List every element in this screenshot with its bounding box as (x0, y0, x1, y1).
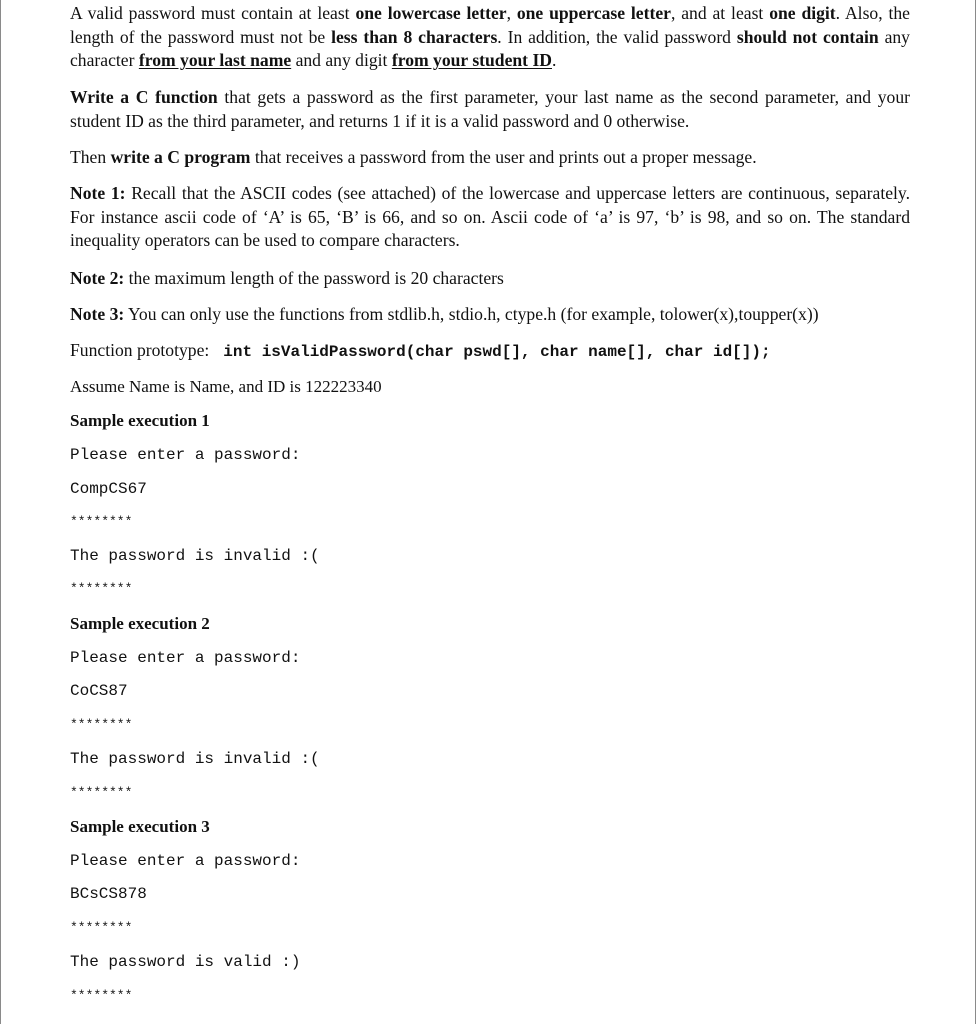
task-function-text: that gets a password as the first parameter, your last name as the second parameter, and your student ID as the third parameter, and returns 1 if it is a valid password and 0 otherwise. (70, 87, 911, 131)
intro-underline-student-id: from your student ID (391, 50, 552, 70)
function-prototype-line (70, 339, 771, 363)
sample-1-result: The password is invalid :( (70, 547, 320, 565)
sample-2-separator-top: ******** (70, 717, 133, 732)
note-1-text: Recall that the ASCII codes (see attached) of the lowercase and uppercase letters are continuous, separately. For instance ascii code of ‘A’ is 65, ‘B’ is 66, and so on. Ascii code of ‘a’ is 97, ‘b’ is 98, and so on. The standard inequality operators can be used to compare characters. (70, 183, 910, 250)
task-function-bold: Write a C function (70, 87, 218, 107)
intro-text: A valid password must contain at least (70, 3, 356, 23)
sample-1-prompt: Please enter a password: (70, 446, 301, 464)
note-3-line (70, 303, 819, 325)
sample-1-separator-top: ******** (70, 514, 133, 529)
task-program-text: Then (70, 147, 111, 167)
sample-1-input: CompCS67 (70, 480, 147, 498)
sample-3-separator-bottom: ******** (70, 988, 133, 1003)
note-2-line (70, 267, 504, 289)
intro-underline-last-name: from your last name (138, 50, 292, 70)
note-3-label: Note 3: (70, 304, 125, 324)
intro-text: . In addition, the valid password (497, 26, 737, 47)
intro-paragraph (70, 2, 910, 73)
note-2-label: Note 2: (70, 268, 125, 288)
intro-bold-length: less than 8 characters (331, 26, 498, 47)
task-program-bold: write a C program (110, 147, 251, 167)
sample-2-input: CoCS87 (70, 682, 128, 700)
sample-2-separator-bottom: ******** (70, 785, 133, 800)
intro-text: , (506, 3, 517, 23)
intro-bold-uppercase: one uppercase letter (516, 3, 671, 23)
sample-3-prompt: Please enter a password: (70, 852, 301, 870)
sample-1-separator-bottom: ******** (70, 581, 133, 596)
sample-2-heading: Sample execution 2 (70, 614, 210, 633)
function-prototype-label: Function prototype: (70, 340, 210, 360)
sample-3-heading: Sample execution 3 (70, 817, 210, 836)
intro-bold-digit: one digit (769, 3, 836, 23)
note-1-label: Note 1: (70, 183, 126, 203)
function-prototype-code: int isValidPassword(char pswd[], char name[], char id[]); (223, 343, 771, 361)
sample-2-prompt: Please enter a password: (70, 649, 301, 667)
sample-3-input: BCsCS878 (70, 885, 147, 903)
note-3-text: You can only use the functions from stdlib.h, stdio.h, ctype.h (for example, tolower(x),toupper(x)) (124, 304, 819, 324)
task-program-text: that receives a password from the user and prints out a proper message. (250, 147, 757, 167)
intro-text: , and at least (670, 3, 770, 23)
sample-3-separator-top: ******** (70, 920, 133, 935)
intro-bold-lowercase: one lowercase letter (355, 3, 507, 23)
intro-bold-should-not: should not contain (736, 26, 879, 47)
task-function-paragraph (70, 86, 910, 133)
intro-text: and any digit (291, 50, 392, 70)
sample-2-result: The password is invalid :( (70, 750, 320, 768)
intro-text: . Also, the length of the password must not be (70, 3, 910, 47)
intro-text: . (552, 50, 557, 70)
assumption-line: Assume Name is Name, and ID is 122223340 (70, 377, 382, 396)
note-1-paragraph (70, 182, 910, 253)
sample-3-result: The password is valid :) (70, 953, 301, 971)
task-program-paragraph (70, 146, 910, 170)
note-2-text: the maximum length of the password is 20 characters (124, 268, 504, 288)
sample-1-heading: Sample execution 1 (70, 411, 210, 430)
intro-text: any character (70, 26, 910, 70)
